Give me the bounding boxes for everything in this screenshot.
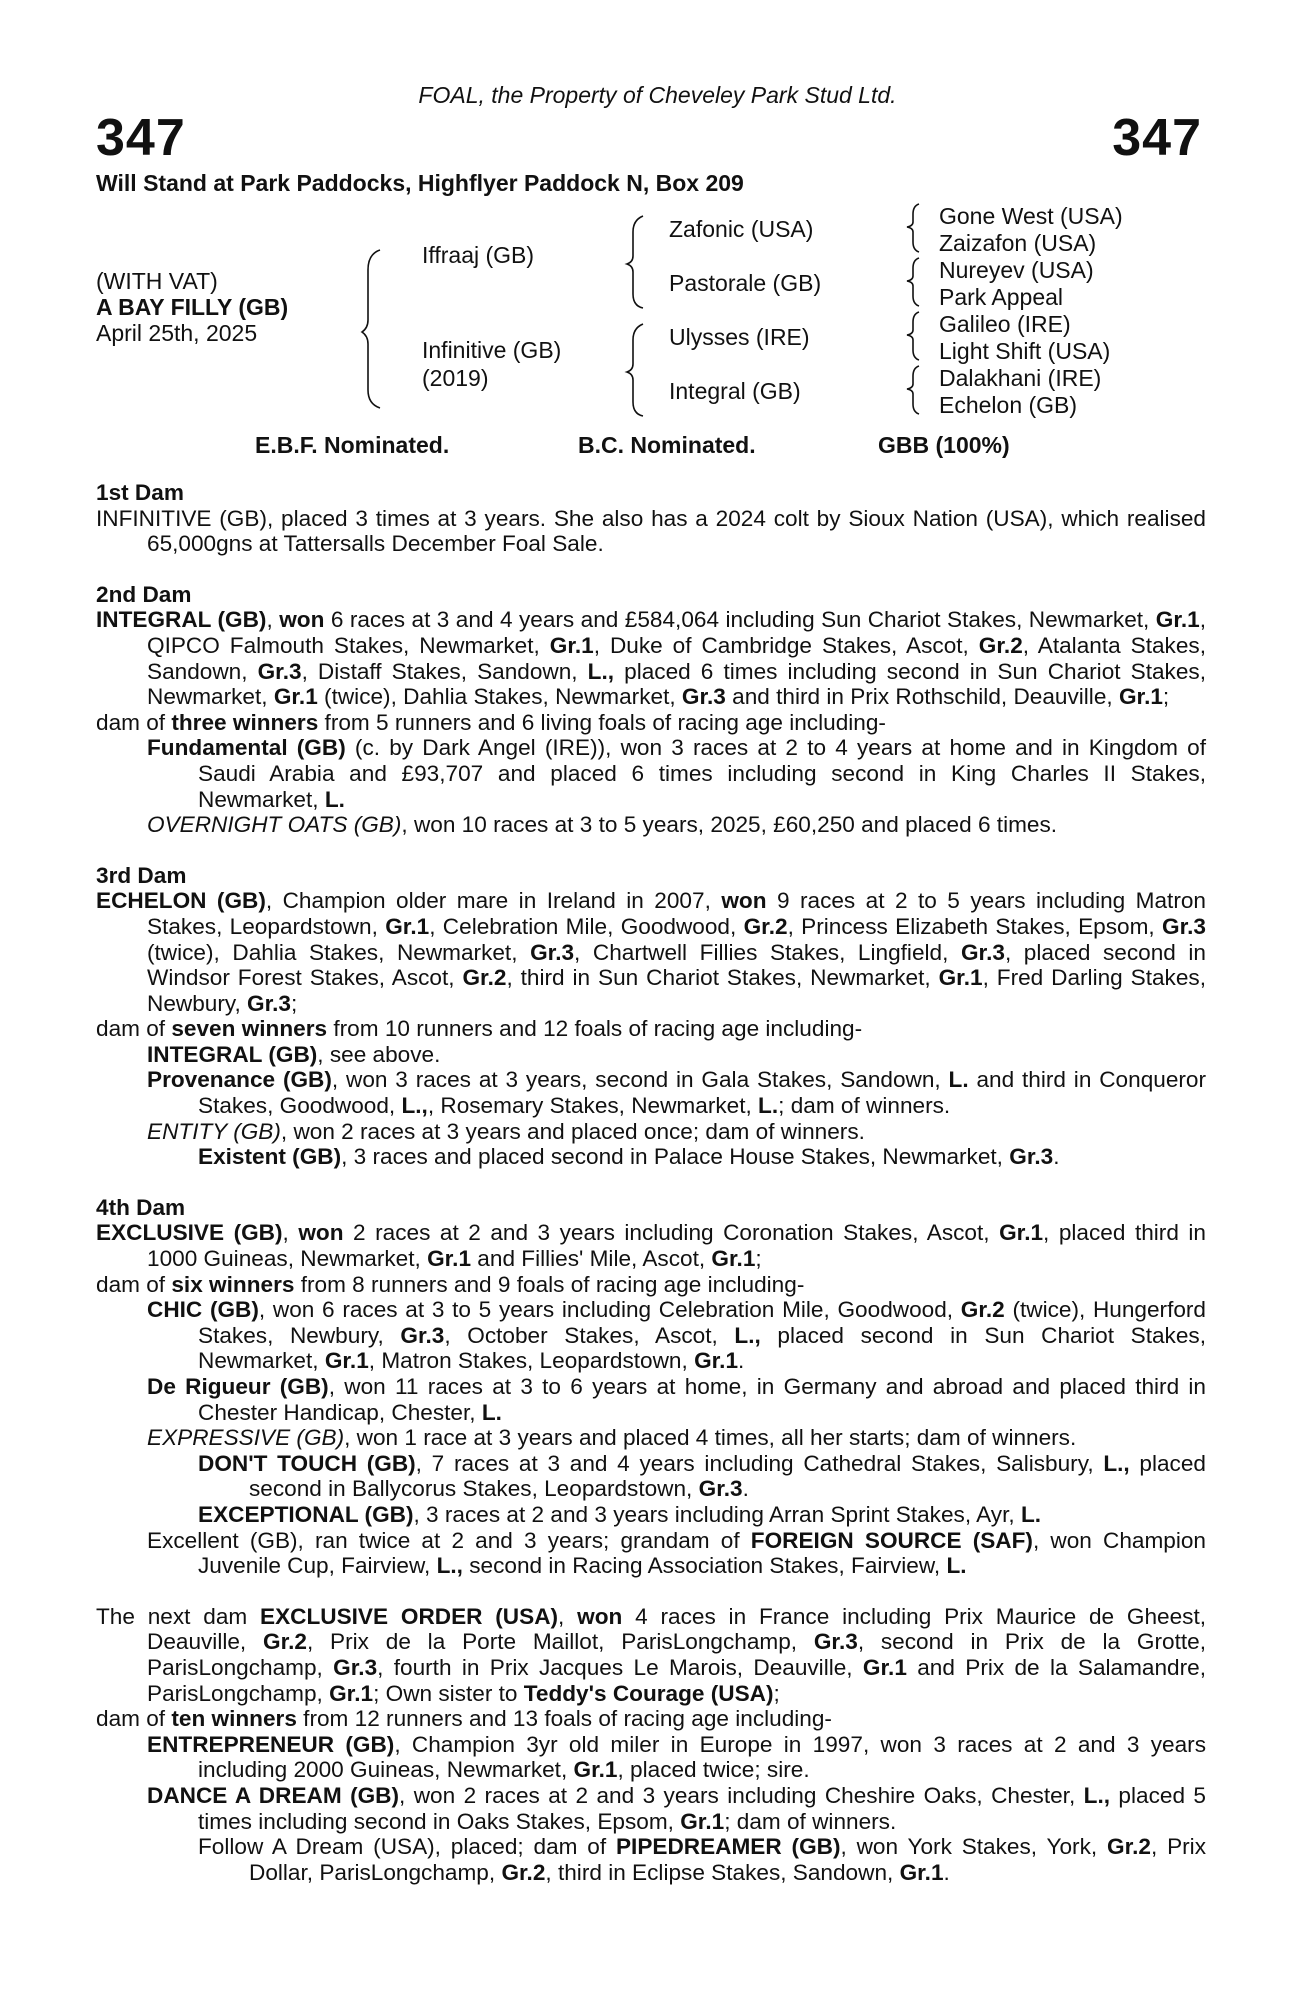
pedigree-brace-ss (905, 200, 925, 254)
progeny-chic: CHIC (GB), won 6 races at 3 to 5 years including Celebration Mile, Goodwood, Gr.2 (twice), Hungerford Stakes, Newbury, Gr.3, October Stakes, Ascot, L., placed second in Sun Chariot Stakes, Newmarket, Gr.1, Matron Stakes, Leopardstown, Gr.1. (147, 1297, 1206, 1374)
fourth-dam-record: EXCLUSIVE (GB), won 2 races at 2 and 3 years including Coronation Stakes, Ascot, Gr.1, placed third in 1000 Guineas, Newmarket, Gr.1 and Fillies' Mile, Ascot, Gr.1; (96, 1220, 1206, 1272)
third-dam-record: ECHELON (GB), Champion older mare in Ireland in 2007, won 9 races at 2 to 5 years including Matron Stakes, Leopardstown, Gr.1, Celebration Mile, Goodwood, Gr.2, Princess Elizabeth Stakes, Epsom, Gr.3 (twice), Dahlia Stakes, Newmarket, Gr.3, Chartwell Fillies Stakes, Lingfield, Gr.3, placed second in Windsor Forest Stakes, Ascot, Gr.2, third in Sun Chariot Stakes, Newmarket, Gr.1, Fred Darling Stakes, Newbury, Gr.3; (96, 888, 1206, 1016)
progeny-existent: Existent (GB), 3 races and placed second in Palace House Stakes, Newmarket, Gr.3. (198, 1144, 1060, 1170)
progeny-entity: ENTITY (GB), won 2 races at 3 years and placed once; dam of winners. (147, 1118, 865, 1144)
third-dam-produce-summary: dam of seven winners from 10 runners and 12 foals of racing age including- (96, 1016, 863, 1042)
dam-year: (2019) (422, 365, 489, 391)
progeny-provenance: Provenance (GB), won 3 races at 3 years, second in Gala Stakes, Sandown, L. and third in Conqueror Stakes, Goodwood, L.,, Rosemary Stakes, Newmarket, L.; dam of winners. (147, 1067, 1207, 1119)
next-dam-record: The next dam EXCLUSIVE ORDER (USA), won 4 races in France including Prix Maurice de Gheest, Deauville, Gr.2, Prix de la Porte Maillot, ParisLongchamp, Gr.3, second in Prix de la Grotte, ParisLongchamp, Gr.3, fourth in Prix Jacques Le Marois, Deauville, Gr.1 and Prix de la Salamandre, ParisLongchamp, Gr.1; Own sister to Teddy's Courage (USA); (96, 1603, 1207, 1706)
sds: Nureyev (USA) (939, 257, 1094, 283)
second-dam-record: INTEGRAL (GB), won 6 races at 3 and 4 years and £584,064 including Sun Chariot Stakes, Newmarket, Gr.1, QIPCO Falmouth Stakes, Newmarket, Gr.1, Duke of Cambridge Stakes, Ascot, Gr.2, Atalanta Stakes, Sandown, Gr.3, Distaff Stakes, Sandown, L., placed 6 times including second in Sun Chariot Stakes, Newmarket, Gr.1 (twice), Dahlia Stakes, Newmarket, Gr.3 and third in Prix Rothschild, Deauville, Gr.1; (96, 607, 1207, 710)
progeny-entrepreneur: ENTREPRENEUR (GB), Champion 3yr old miler in Europe in 1997, won 3 races at 2 and 3 years including 2000 Guineas, Newmarket, Gr.1, placed twice; sire. (147, 1731, 1206, 1783)
next-dam-produce-summary: dam of ten winners from 12 runners and 13 foals of racing age including- (96, 1706, 832, 1732)
bc-nominated: B.C. Nominated. (578, 432, 756, 458)
sire-dam: Pastorale (GB) (669, 270, 822, 296)
pedigree-brace-foal (360, 240, 390, 410)
catalogue-body (96, 480, 1206, 1885)
second-dam-produce-summary: dam of three winners from 5 runners and 6 living foals of racing age including- (96, 709, 886, 735)
vat-label: (WITH VAT) (96, 268, 218, 294)
progeny-integral: INTEGRAL (GB), see above. (147, 1041, 441, 1067)
pedigree-brace-sd (905, 254, 925, 308)
sdd: Park Appeal (939, 284, 1064, 310)
progeny-dance-a-dream: DANCE A DREAM (GB), won 2 races at 2 and 3 years including Cheshire Oaks, Chester, L., placed 5 times including second in Oaks Stakes, Epsom, Gr.1; dam of winners. (147, 1782, 1206, 1834)
progeny-expressive: EXPRESSIVE (GB), won 1 race at 3 years and placed 4 times, all her starts; dam of winners. (147, 1425, 1077, 1451)
ebf-nominated: E.B.F. Nominated. (255, 432, 450, 458)
dss: Galileo (IRE) (939, 311, 1071, 337)
dam-sire: Ulysses (IRE) (669, 324, 810, 350)
dam: Infinitive (GB) (422, 337, 562, 363)
first-dam-text: INFINITIVE (GB), placed 3 times at 3 years. She also has a 2024 colt by Sioux Nation (USA), which realised 65,000gns at Tattersalls December Foal Sale. (96, 505, 1206, 557)
lot-number-left: 347 (96, 109, 186, 167)
ssd: Zaizafon (USA) (939, 230, 1097, 256)
progeny-fundamental: Fundamental (GB) (c. by Dark Angel (IRE)), won 3 races at 2 to 4 years at home and in Kingdom of Saudi Arabia and £93,707 and placed 6 times including second in King Charles II Stakes, Newmarket, L. (147, 735, 1207, 812)
sire-sire: Zafonic (USA) (669, 216, 814, 242)
third-dam-heading: 3rd Dam (96, 862, 187, 888)
won-label: won (279, 607, 325, 633)
second-dam-name: INTEGRAL (GB) (96, 607, 267, 633)
sss: Gone West (USA) (939, 203, 1123, 229)
dds: Dalakhani (IRE) (939, 365, 1102, 391)
progeny-exceptional: EXCEPTIONAL (GB), 3 races at 2 and 3 years including Arran Sprint Stakes, Ayr, L. (198, 1501, 1042, 1527)
foal-dob: April 25th, 2025 (96, 320, 258, 346)
pedigree-brace-ds (905, 308, 925, 362)
dsd: Light Shift (USA) (939, 338, 1111, 364)
sire: Iffraaj (GB) (422, 242, 535, 268)
progeny-overnight-oats: OVERNIGHT OATS (GB), won 10 races at 3 to 5 years, 2025, £60,250 and placed 6 times. (147, 812, 1058, 838)
progeny-dont-touch: DON'T TOUCH (GB), 7 races at 3 and 4 years including Cathedral Stakes, Salisbury, L., placed second in Ballycorus Stakes, Leopardstown, Gr.3. (198, 1450, 1206, 1502)
gbb-status: GBB (100%) (878, 432, 1010, 458)
property-line: FOAL, the Property of Cheveley Park Stud Ltd. (418, 82, 897, 108)
first-dam-heading: 1st Dam (96, 480, 184, 505)
progeny-follow-a-dream: Follow A Dream (USA), placed; dam of PIPEDREAMER (GB), won York Stakes, York, Gr.2, Prix Dollar, ParisLongchamp, Gr.2, third in Eclipse Stakes, Sandown, Gr.1. (198, 1834, 1206, 1885)
foal-name: A BAY FILLY (GB) (96, 294, 289, 320)
second-dam-heading: 2nd Dam (96, 581, 192, 607)
standing-location: Will Stand at Park Paddocks, Highflyer Paddock N, Box 209 (96, 170, 744, 196)
dam-dam: Integral (GB) (669, 378, 801, 404)
pedigree-brace-dd (905, 362, 925, 416)
progeny-de-rigueur: De Rigueur (GB), won 11 races at 3 to 6 years at home, in Germany and abroad and placed third in Chester Handicap, Chester, L. (147, 1374, 1207, 1425)
ddd: Echelon (GB) (939, 392, 1078, 418)
progeny-excellent: Excellent (GB), ran twice at 2 and 3 years; grandam of FOREIGN SOURCE (SAF), won Champion Juvenile Cup, Fairview, L., second in Racing Association Stakes, Fairview, L. (147, 1527, 1206, 1579)
pedigree-brace-dam (625, 320, 649, 420)
fourth-dam-produce-summary: dam of six winners from 8 runners and 9 foals of racing age including- (96, 1271, 805, 1297)
lot-number-right: 347 (1112, 109, 1202, 167)
pedigree-brace-sire (625, 212, 649, 312)
fourth-dam-heading: 4th Dam (96, 1194, 186, 1220)
